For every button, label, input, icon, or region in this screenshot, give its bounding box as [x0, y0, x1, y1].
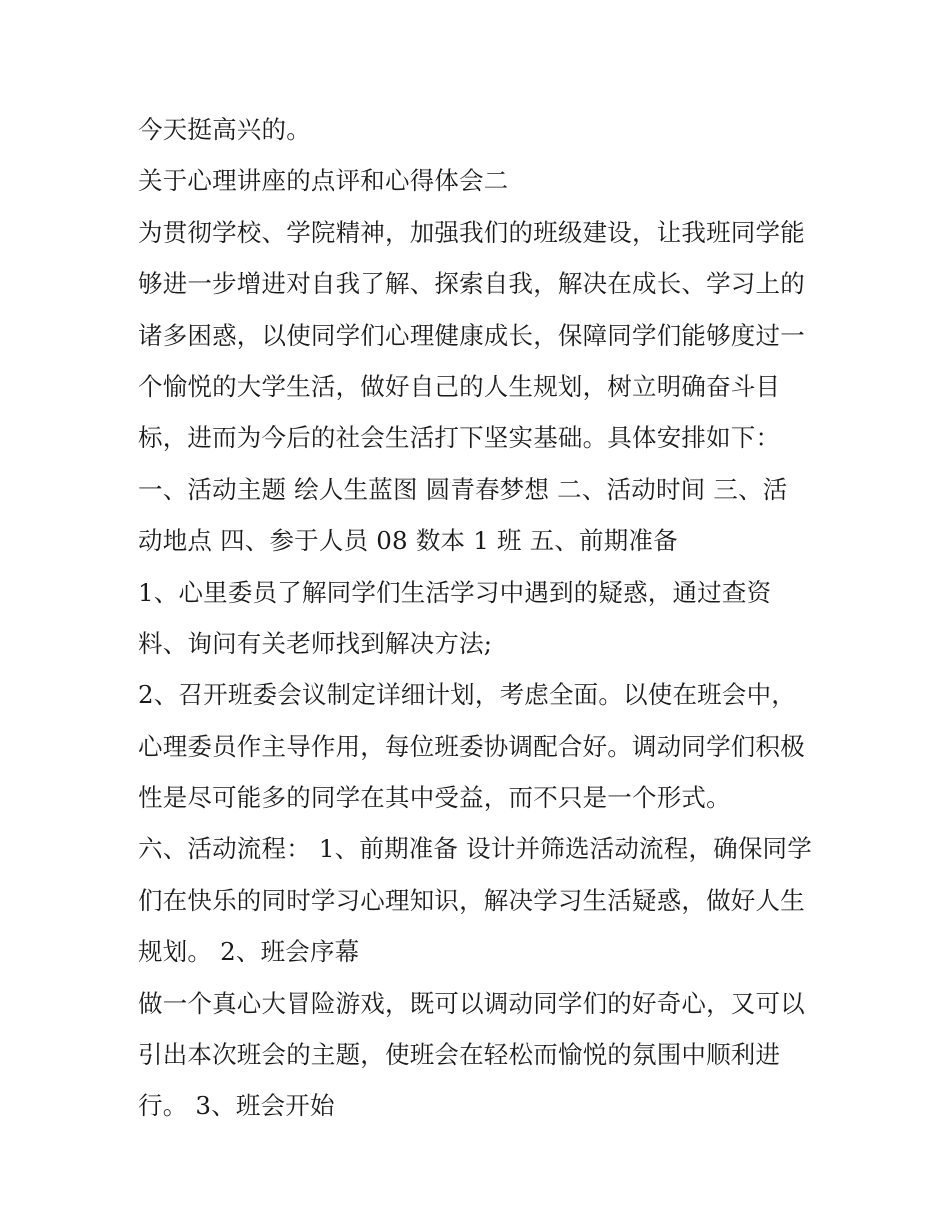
- text-line: 心理委员作主导作用，每位班委协调配合好。调动同学们积极: [138, 731, 805, 761]
- text-line: 引出本次班会的主题，使班会在轻松而愉悦的氛围中顺利进: [138, 1040, 781, 1070]
- text-line: 今天挺高兴的。: [138, 115, 311, 144]
- text-line: 为贯彻学校、学院精神，加强我们的班级建设，让我班同学能: [138, 217, 805, 247]
- text-line: 做一个真心大冒险游戏，既可以调动同学们的好奇心，又可以: [138, 988, 805, 1018]
- text-line: 够进一步增进对自我了解、探索自我，解决在成长、学习上的: [138, 269, 805, 299]
- text-line: 性是尽可能多的同学在其中受益，而不只是一个形式。: [138, 783, 731, 813]
- text-line: 动地点 四、参于人员 08 数本 1 班 五、前期准备: [138, 526, 678, 556]
- text-line: 2、召开班委会议制定详细计划，考虑全面。以使在班会中，: [138, 680, 796, 710]
- text-line: 六、活动流程： 1、前期准备 设计并筛选活动流程，确保同学: [138, 834, 812, 864]
- text-line: 料、询问有关老师找到解决方法;: [138, 628, 493, 658]
- text-line: 们在快乐的同时学习心理知识，解决学习生活疑惑，做好人生: [138, 885, 805, 915]
- text-line: 诸多困惑，以使同学们心理健康成长，保障同学们能够度过一: [138, 320, 805, 350]
- text-line: 1、心里委员了解同学们生活学习中遇到的疑惑，通过查资: [138, 577, 772, 607]
- text-line: 个愉悦的大学生活，做好自己的人生规划，树立明确奋斗目: [138, 371, 781, 401]
- text-line: 一、活动主题 绘人生蓝图 圆青春梦想 二、活动时间 三、活: [138, 474, 788, 504]
- document-body: [138, 104, 828, 1132]
- section-heading: 关于心理讲座的点评和心得体会二: [138, 166, 509, 196]
- text-line: 标，进而为今后的社会生活打下坚实基础。具体安排如下：: [138, 423, 781, 453]
- text-line: 行。 3、班会开始: [138, 1091, 335, 1121]
- text-line: 规划。 2、班会序幕: [138, 937, 360, 967]
